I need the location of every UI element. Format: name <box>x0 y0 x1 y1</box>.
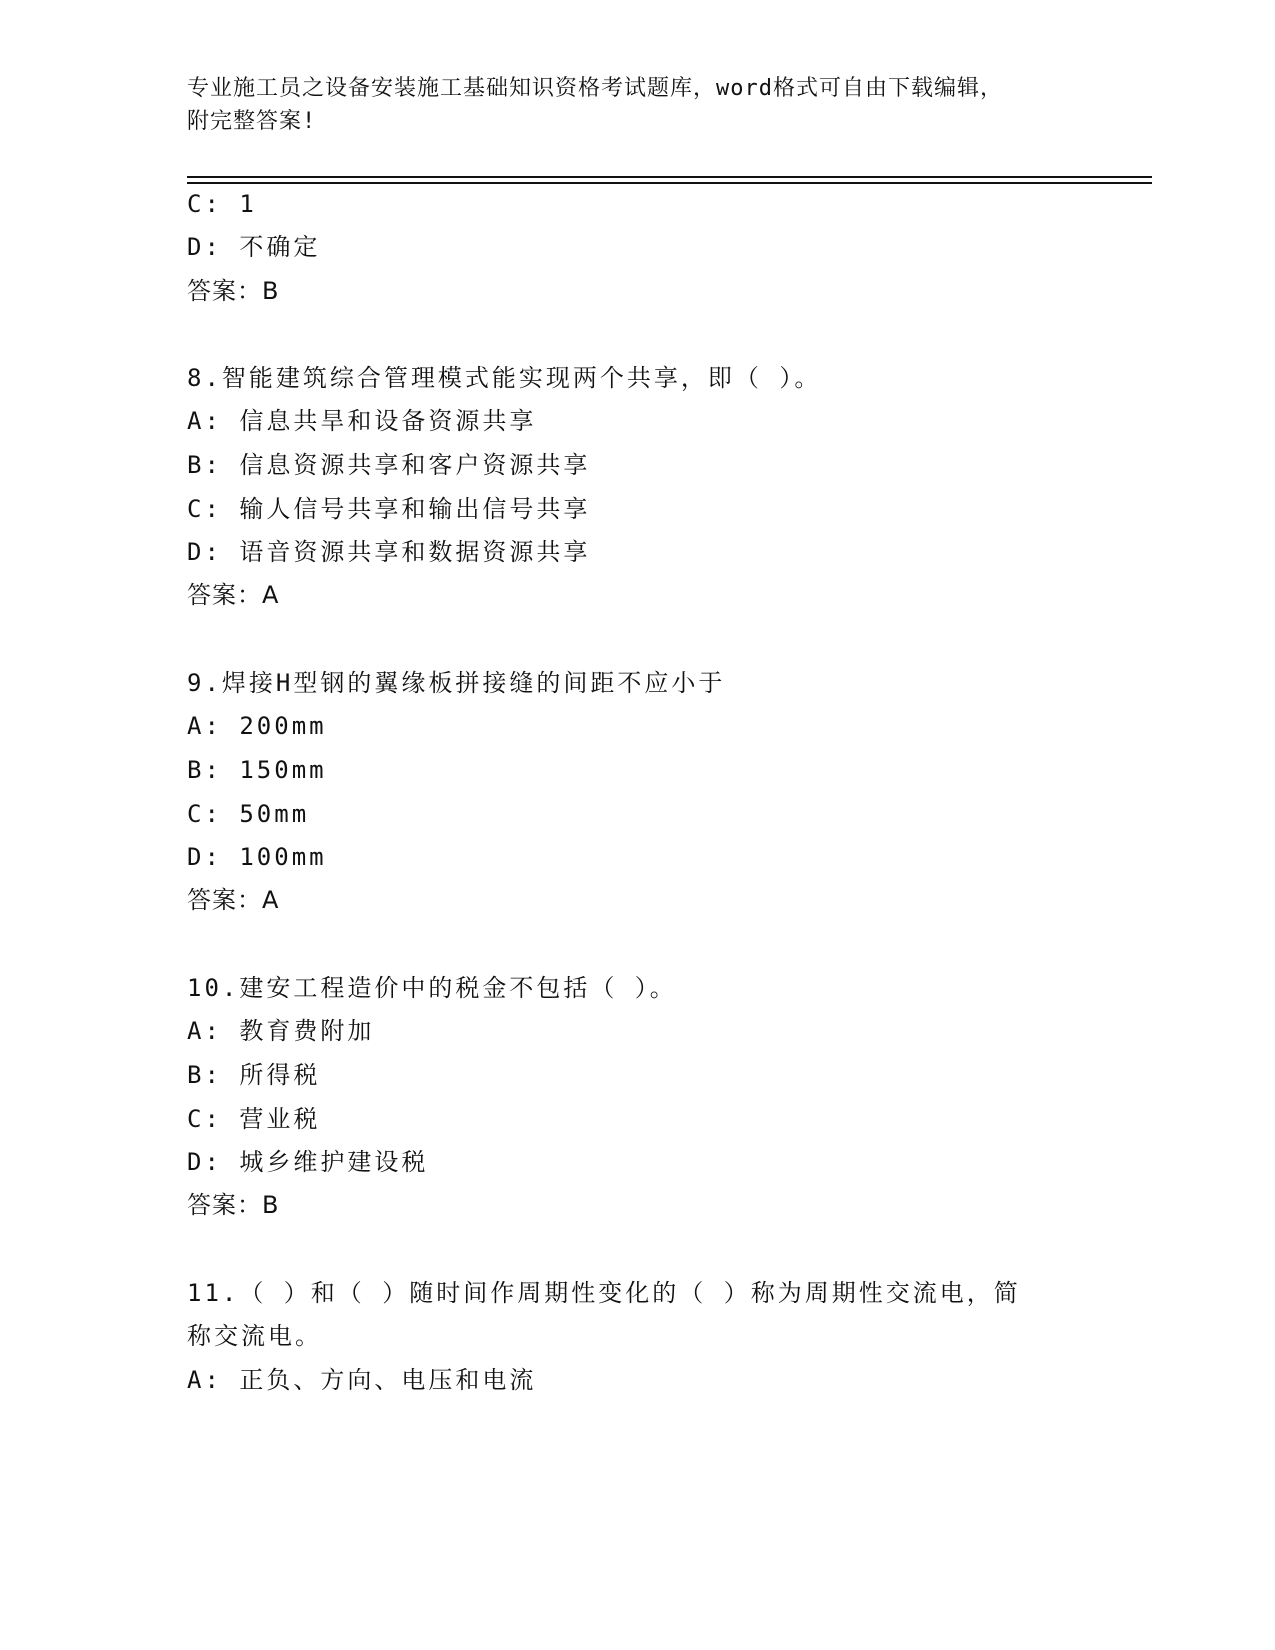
prev-answer: 答案：B <box>187 277 280 305</box>
q9-answer: 答案：A <box>187 886 280 914</box>
q8-option-a: A: 信息共旱和设备资源共享 <box>187 407 537 435</box>
q9-option-d: D: 100mm <box>187 843 327 871</box>
header-line-1: 专业施工员之设备安装施工基础知识资格考试题库，word格式可自由下载编辑， <box>187 76 1003 101</box>
prev-option-c: C: 1 <box>187 190 257 218</box>
header-rule-top <box>187 176 1152 178</box>
q10-option-c: C: 营业税 <box>187 1105 321 1133</box>
header-rule-bottom <box>187 182 1152 184</box>
q8-option-b: B: 信息资源共享和客户资源共享 <box>187 451 591 479</box>
q9-option-c: C: 50mm <box>187 800 310 828</box>
q11-option-a: A: 正负、方向、电压和电流 <box>187 1366 537 1394</box>
q11-question-line-1: 11.（ ）和（ ）随时间作周期性变化的（ ）称为周期性交流电，简 <box>187 1279 1021 1307</box>
q9-option-a: A: 200mm <box>187 712 327 740</box>
q10-option-a: A: 教育费附加 <box>187 1017 375 1045</box>
q9-question: 9.焊接H型钢的翼缘板拼接缝的间距不应小于 <box>187 669 726 697</box>
q8-option-c: C: 输人信号共享和输出信号共享 <box>187 495 591 523</box>
prev-option-d: D: 不确定 <box>187 233 321 261</box>
q9-option-b: B: 150mm <box>187 756 327 784</box>
q8-option-d: D: 语音资源共享和数据资源共享 <box>187 538 591 566</box>
q10-answer: 答案：B <box>187 1191 280 1219</box>
document-header <box>187 72 1087 138</box>
q8-question: 8.智能建筑综合管理模式能实现两个共享，即（ ）。 <box>187 364 822 392</box>
header-line-2: 附完整答案! <box>187 109 317 134</box>
q10-option-d: D: 城乡维护建设税 <box>187 1148 429 1176</box>
q11-question-line-2: 称交流电。 <box>187 1322 322 1350</box>
q10-question: 10.建安工程造价中的税金不包括（ ）。 <box>187 974 677 1002</box>
q8-answer: 答案：A <box>187 581 280 609</box>
q10-option-b: B: 所得税 <box>187 1061 321 1089</box>
